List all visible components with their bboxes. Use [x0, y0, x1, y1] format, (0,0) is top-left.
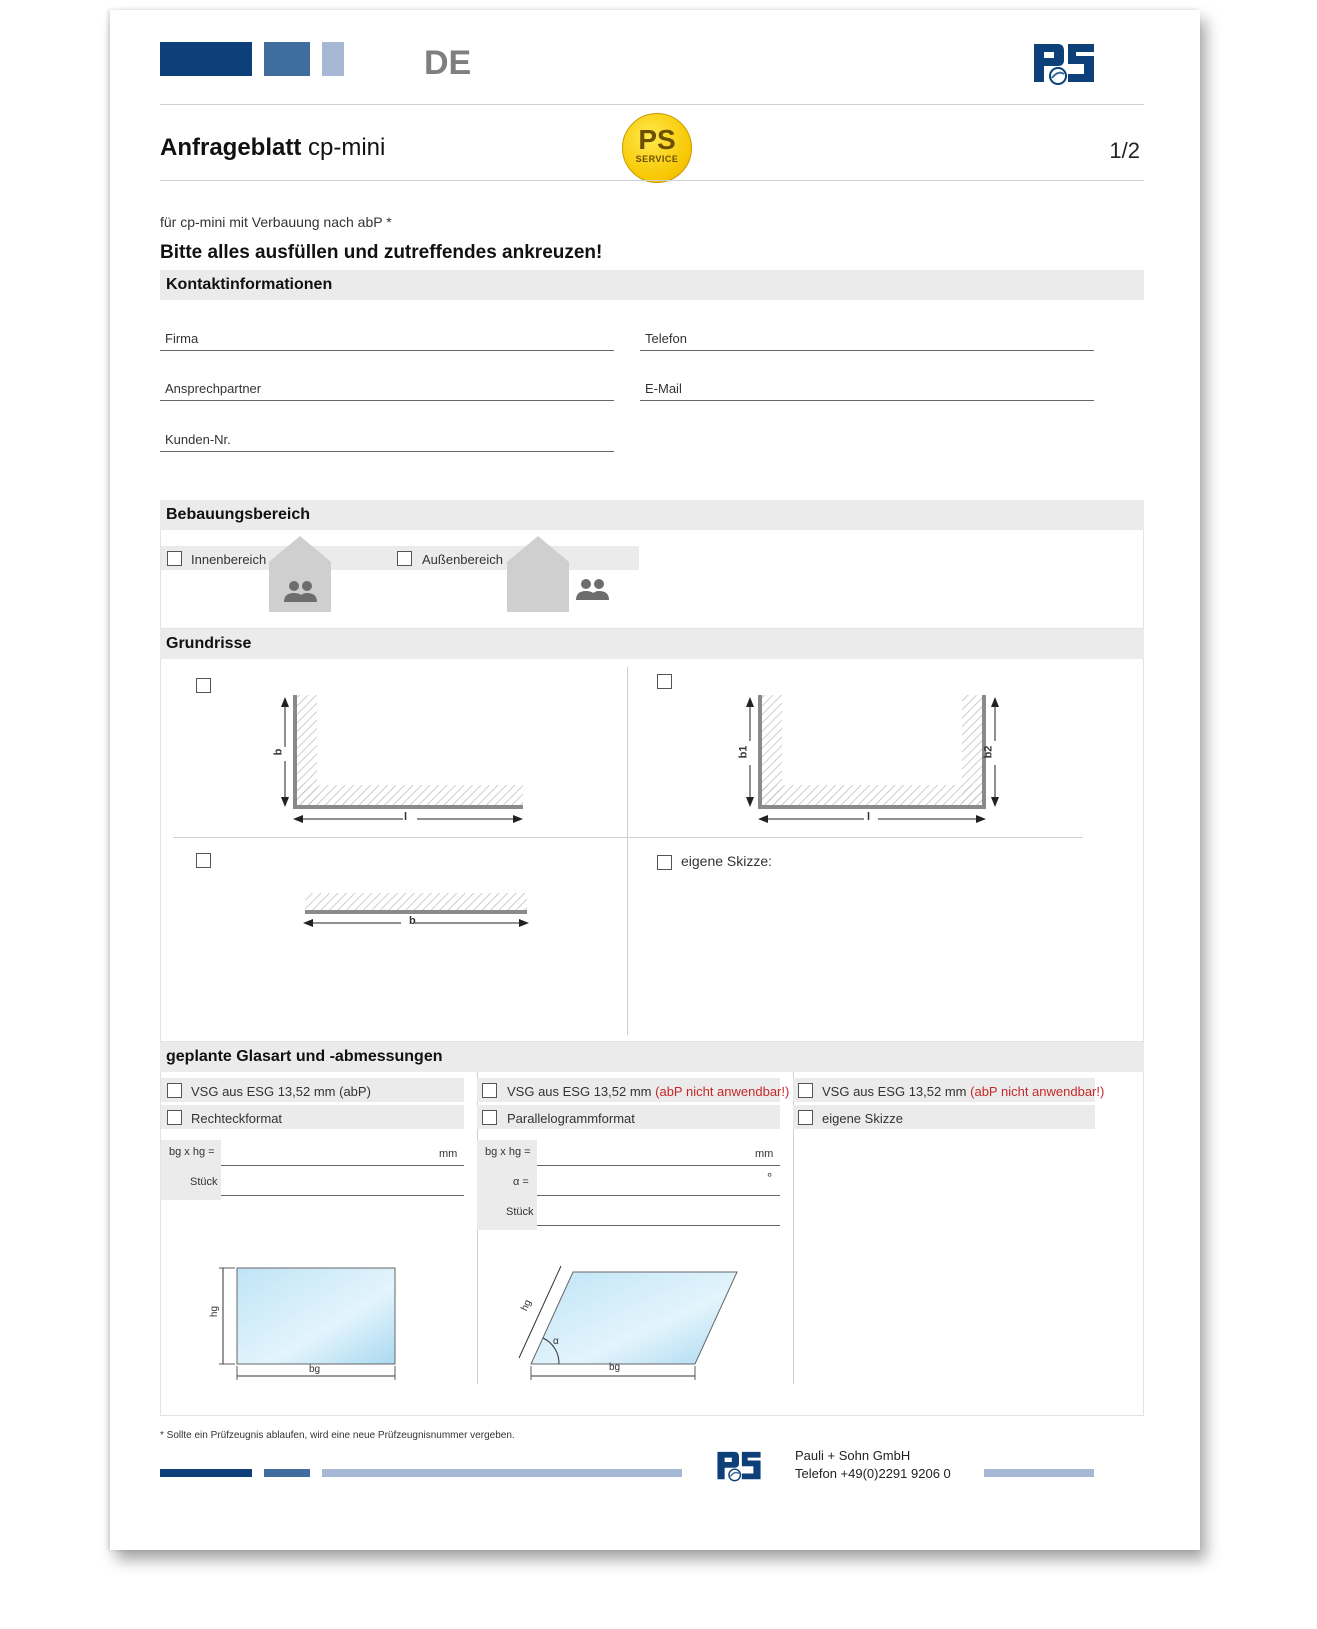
col1-stueck-input[interactable] [221, 1172, 464, 1196]
plans-section-header: Grundrisse [160, 629, 1144, 659]
para-label-bg: bg [609, 1362, 621, 1373]
rect-label-hg: hg [209, 1305, 221, 1318]
col2-stueck-input[interactable] [537, 1202, 780, 1226]
ansprechpartner-field[interactable]: Ansprechpartner [160, 377, 614, 401]
aussenbereich-label: Außenbereich [422, 552, 503, 567]
col1-mm-unit: mm [439, 1148, 458, 1160]
plans-vertical-divider [627, 667, 628, 1035]
rect-label-bg: bg [309, 1364, 321, 1375]
header-bar-mid [264, 42, 310, 76]
col2-alpha-input[interactable] [537, 1172, 780, 1196]
area-section-header: Bebauungsbereich [160, 500, 1144, 530]
plan-l-shape-diagram [271, 689, 531, 829]
innenbereich-label: Innenbereich [191, 552, 267, 567]
col2-format-label: Parallelogrammformat [507, 1111, 635, 1126]
subtitle: für cp-mini mit Verbauung nach abP * [160, 214, 392, 230]
rectangle-glass-diagram [205, 1252, 405, 1382]
footer-ps-logo [716, 1450, 762, 1484]
col3-type-label: VSG aus ESG 13,52 mm (abP nicht anwendbar!) [822, 1084, 1105, 1099]
plan-l-label-b: b [272, 748, 285, 756]
col2-alpha-label: α = [513, 1176, 529, 1188]
company-phone: Telefon +49(0)2291 9206 0 [795, 1466, 951, 1481]
col1-type-label: VSG aus ESG 13,52 mm (abP) [191, 1084, 371, 1099]
header-divider [160, 104, 1144, 105]
telefon-field[interactable]: Telefon [640, 327, 1094, 351]
plan-u-shape-checkbox[interactable] [657, 674, 672, 689]
plan-straight-checkbox[interactable] [196, 853, 211, 868]
plan-u-shape-diagram [736, 689, 1006, 829]
col2-format-checkbox[interactable] [482, 1110, 497, 1125]
footnote: * Sollte ein Prüfzeugnis ablaufen, wird eine neue Prüfzeugnisnummer vergeben. [160, 1430, 515, 1441]
col3-sketch-area[interactable] [801, 1136, 1091, 1386]
para-label-hg: hg [519, 1298, 534, 1313]
company-name: Pauli + Sohn GmbH [795, 1448, 911, 1463]
col2-mm-unit: mm [755, 1148, 774, 1160]
footer-company [795, 1447, 951, 1483]
plan-u-label-l: l [867, 811, 871, 823]
kunden-nr-field[interactable]: Kunden-Nr. [160, 428, 614, 452]
own-sketch-area[interactable] [641, 869, 1081, 1029]
plan-u-label-b1: b1 [737, 745, 750, 759]
plan-straight-label-b: b [409, 915, 416, 927]
ps-service-badge: PS SERVICE [622, 113, 692, 183]
col1-type-checkbox[interactable] [167, 1083, 182, 1098]
glass-section [160, 1072, 1144, 1416]
page-number: 1/2 [1109, 138, 1140, 163]
col3-format-label: eigene Skizze [822, 1111, 903, 1126]
footer-bar-dark [160, 1469, 252, 1477]
col2-type-checkbox[interactable] [482, 1083, 497, 1098]
footer-bar-right [984, 1469, 1094, 1477]
col1-bg-hg-input[interactable] [221, 1142, 464, 1166]
innenbereich-checkbox[interactable] [167, 551, 182, 566]
plan-l-label-l: l [404, 811, 408, 823]
firma-field[interactable]: Firma [160, 327, 614, 351]
col1-stueck-label: Stück [190, 1176, 218, 1188]
col3-format-checkbox[interactable] [798, 1110, 813, 1125]
own-sketch-checkbox[interactable] [657, 855, 672, 870]
email-field[interactable]: E-Mail [640, 377, 1094, 401]
col2-bg-hg-label: bg x hg = [485, 1146, 531, 1158]
header-bar-dark [160, 42, 252, 76]
plan-u-label-b2: b2 [982, 745, 995, 759]
plan-l-shape-checkbox[interactable] [196, 678, 211, 693]
plans-horizontal-divider [173, 837, 1083, 838]
outdoor-house-icon [507, 536, 617, 614]
col2-bg-hg-input[interactable] [537, 1142, 780, 1166]
col1-bg-hg-label: bg x hg = [169, 1146, 215, 1158]
contact-section-header: Kontaktinformationen [160, 270, 1144, 300]
instruction: Bitte alles ausfüllen und zutreffendes ankreuzen! [160, 242, 603, 263]
col1-format-label: Rechteckformat [191, 1111, 283, 1126]
page-title: Anfrageblatt cp-mini [160, 134, 386, 161]
col3-type-checkbox[interactable] [798, 1083, 813, 1098]
plans-section [160, 659, 1144, 1042]
area-section [160, 530, 1144, 629]
col2-type-label: VSG aus ESG 13,52 mm (abP nicht anwendbar!) [507, 1084, 790, 1099]
language-code: DE [424, 44, 472, 82]
plan-straight-diagram [301, 887, 531, 935]
col2-degree-unit: ° [767, 1170, 773, 1185]
footer-bar-light [322, 1469, 682, 1477]
glass-section-header: geplante Glasart und -abmessungen [160, 1042, 1144, 1072]
parallelogram-glass-diagram [501, 1252, 751, 1382]
indoor-house-icon [269, 536, 333, 614]
header-bar-light [322, 42, 344, 76]
ps-logo [1032, 42, 1096, 88]
contact-section [160, 300, 1144, 500]
col2-stueck-label: Stück [506, 1206, 534, 1218]
para-label-alpha: α [553, 1336, 559, 1347]
own-sketch-label: eigene Skizze: [681, 853, 773, 869]
col1-format-checkbox[interactable] [167, 1110, 182, 1125]
title-divider [160, 180, 1144, 181]
aussenbereich-checkbox[interactable] [397, 551, 412, 566]
request-sheet [110, 10, 1200, 1550]
footer-bar-mid [264, 1469, 310, 1477]
